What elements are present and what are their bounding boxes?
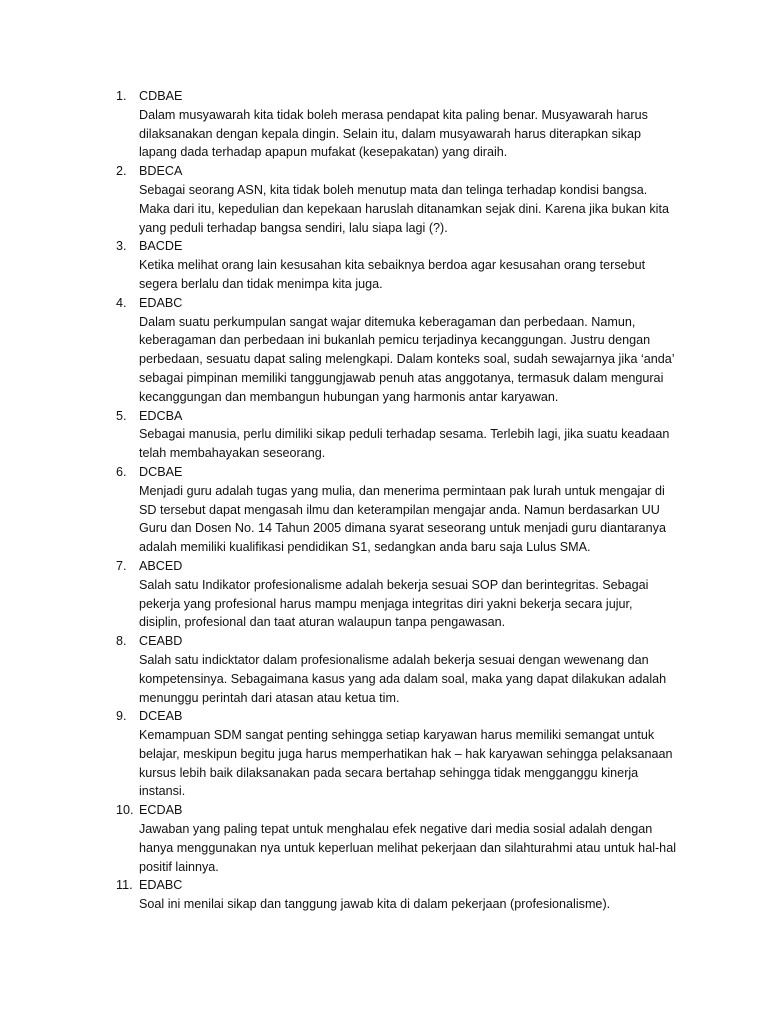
answer-item-2 xyxy=(116,162,676,237)
item-number: 1. xyxy=(116,89,127,103)
answer-explanation: Ketika melihat orang lain kesusahan kita sebaiknya berdoa agar kesusahan orang tersebut segera berlalu dan tidak menimpa kita juga. xyxy=(139,258,646,291)
item-number: 2. xyxy=(116,164,127,179)
item-number: 6. xyxy=(116,464,127,479)
answer-explanation: Menjadi guru adalah tugas yang mulia, dan menerima permintaan pak lurah untuk mengajar di SD tersebut dapat mengasah ilmu dan keterampilan mengajar anda. Namun berdasarkan UU Guru dan Dosen No. 14 Tahun 2005 dimana syarat seseorang untuk menjadi guru diantaranya adalah memiliki kualifikasi pendidikan S1, sedangkan anda baru saja Lulus SMA. xyxy=(139,483,666,555)
answer-explanation: Kemampuan SDM sangat penting sehingga setiap karyawan harus memiliki semangat untuk belajar, meskipun begitu juga harus memperhatikan hak – hak karyawan sehingga pelaksanaan kursus lebih baik dilaksanakan pada secara bertahap sehingga tidak mengganggu kinerja instansi. xyxy=(139,728,673,799)
answer-explanation: Sebagai seorang ASN, kita tidak boleh menutup mata dan telinga terhadap kondisi bangsa. Maka dari itu, kepedulian dan kepekaan haruslah ditanamkan sejak dini. Karena jika bukan kita yang peduli terhadap bangsa sendiri, lalu siapa lagi (?). xyxy=(139,182,669,235)
answer-key: BACDE xyxy=(139,239,183,254)
answer-key: CDBAE xyxy=(139,89,183,103)
answer-key: EDABC xyxy=(139,295,183,310)
answer-item-5 xyxy=(116,407,676,463)
answer-key: EDABC xyxy=(139,878,183,893)
answer-item-3 xyxy=(116,237,676,293)
answer-item-10 xyxy=(116,801,676,876)
answer-explanation: Dalam musyawarah kita tidak boleh merasa pendapat kita paling benar. Musyawarah harus dilaksanakan dengan kepala dingin. Selain itu, dalam musyawarah harus diterapkan sikap lapang dada terhadap apapun mufakat (kesepakatan) yang diraih. xyxy=(139,107,648,160)
answer-key: EDCBA xyxy=(139,408,183,423)
item-number: 8. xyxy=(116,634,127,649)
answer-item-8 xyxy=(116,632,676,707)
item-number: 7. xyxy=(116,558,127,573)
answer-list xyxy=(116,87,676,914)
answer-item-1 xyxy=(116,87,676,162)
answer-item-6 xyxy=(116,463,676,557)
answer-key: DCBAE xyxy=(139,464,183,479)
item-number: 5. xyxy=(116,408,127,423)
answer-key: DCEAB xyxy=(139,709,183,724)
answer-explanation: Jawaban yang paling tepat untuk menghalau efek negative dari media sosial adalah dengan hanya menggunakan nya untuk keperluan melihat pekerjaan dan silahturahmi atau untuk hal-hal positif lainnya. xyxy=(139,822,676,874)
answer-item-9 xyxy=(116,707,676,801)
item-number: 4. xyxy=(116,295,127,310)
answer-explanation: Dalam suatu perkumpulan sangat wajar ditemuka keberagaman dan perbedaan. Namun, keberagaman dan perbedaan ini bukanlah pemicu terjadinya kecanggungan. Justru dengan perbedaan, sesuatu dapat saling melengkapi. Dalam konteks soal, sudah sewajarnya jika ‘anda’ sebagai pimpinan memiliki tanggungjawab penuh atas anggotanya, termasuk dalam mengurai kecanggungan dan membangun hubungan yang harmonis antar karyawan. xyxy=(139,314,675,404)
item-number: 3. xyxy=(116,239,127,254)
answer-explanation: Soal ini menilai sikap dan tanggung jawab kita di dalam pekerjaan (profesionalisme). xyxy=(139,897,611,912)
answer-explanation: Salah satu Indikator profesionalisme adalah bekerja sesuai SOP dan berintegritas. Sebagai pekerja yang profesional harus mampu menjaga integritas diri yakni bekerja secara jujur, disiplin, profesional dan taat aturan walaupun tanpa pengawasan. xyxy=(139,577,649,630)
answer-key: CEABD xyxy=(139,634,183,649)
answer-item-11 xyxy=(116,876,676,914)
answer-explanation: Salah satu indicktator dalam profesionalisme adalah bekerja sesuai dengan wewenang dan kompetensinya. Sebagaimana kasus yang ada dalam soal, maka yang dapat dilakukan adalah menunggu perintah dari atasan atau ketua tim. xyxy=(139,652,667,705)
item-number: 11. xyxy=(116,878,133,893)
answer-item-7 xyxy=(116,557,676,632)
answer-key: BDECA xyxy=(139,164,183,179)
item-number: 10. xyxy=(116,803,134,818)
answer-key: ECDAB xyxy=(139,803,183,818)
answer-item-4 xyxy=(116,294,676,407)
answer-key: ABCED xyxy=(139,558,183,573)
answer-explanation: Sebagai manusia, perlu dimiliki sikap peduli terhadap sesama. Terlebih lagi, jika suatu keadaan telah membahayakan seseorang. xyxy=(139,427,670,461)
item-number: 9. xyxy=(116,709,127,724)
